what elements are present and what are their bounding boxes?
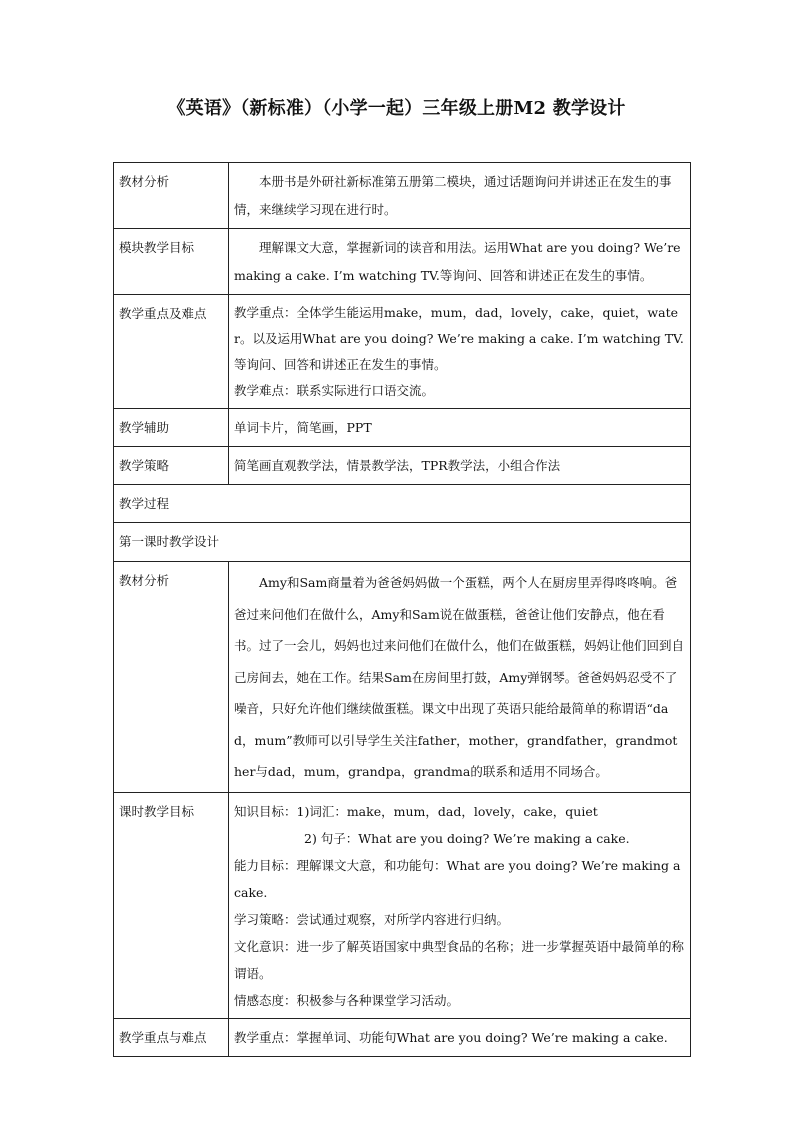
table-row — [114, 523, 691, 562]
culture-goal: 文化意识：进一步了解英语国家中典型食品的名称；进一步掌握英语中最简单的称谓语。 — [234, 938, 685, 981]
row-content — [229, 792, 691, 1018]
table-row — [114, 485, 691, 523]
table-row — [114, 295, 691, 409]
key-focus-text: 教学重点：全体学生能运用make，mum，dad，lovely，cake，quiet，water。以及运用What are you doing? We’re making a cake. I’m watching TV.等询问、回答和讲述正在发生的事情。 — [234, 305, 684, 372]
row-label: 课时教学目标 — [114, 792, 229, 1018]
table-row — [114, 1018, 691, 1056]
row-label: 教学辅助 — [114, 409, 229, 447]
document-title: 《英语》（新标准）（小学一起）三年级上册M2 教学设计 — [167, 98, 626, 119]
attitude-goal: 情感态度：积极参与各种课堂学习活动。 — [234, 992, 460, 1008]
row-label: 教学重点及难点 — [114, 295, 229, 409]
row-content — [229, 1018, 691, 1056]
row-content — [229, 295, 691, 409]
table-row — [114, 447, 691, 485]
row-label: 模块教学目标 — [114, 229, 229, 295]
table-row — [114, 409, 691, 447]
table-row — [114, 562, 691, 793]
module-goal-text: 理解课文大意，掌握新词的读音和用法。运用What are you doing? We’re making a cake. I’m watching TV.等询问、回答和讲述正在发生的事情。 — [234, 240, 681, 283]
row-label: 教学重点与难点 — [114, 1018, 229, 1056]
row-content — [229, 447, 691, 485]
ability-goal: 能力目标：理解课文大意，和功能句：What are you doing? We’re making a cake. — [234, 857, 681, 900]
table-row — [114, 163, 691, 229]
row-content — [229, 229, 691, 295]
lesson-key-focus-text: 教学重点：掌握单词、功能句What are you doing? We’re making a cake. — [234, 1029, 668, 1045]
key-difficulty-text: 教学难点：联系实际进行口语交流。 — [234, 383, 435, 398]
knowledge-goal-2: 2) 句子：What are you doing? We’re making a cake. — [304, 830, 630, 846]
row-content — [229, 562, 691, 793]
table-row — [114, 792, 691, 1018]
strategy-text: 简笔画直观教学法，情景教学法，TPR教学法，小组合作法 — [234, 458, 561, 473]
row-label: 教材分析 — [114, 163, 229, 229]
row-content — [229, 163, 691, 229]
knowledge-goal-1: 知识目标：1)词汇：make，mum，dad，lovely，cake，quiet — [234, 803, 598, 819]
row-label: 教学策略 — [114, 447, 229, 485]
table-row — [114, 229, 691, 295]
learning-strategy-goal: 学习策略：尝试通过观察，对所学内容进行归纳。 — [234, 911, 510, 927]
lesson-plan-table — [113, 162, 691, 1057]
row-content — [229, 409, 691, 447]
material-analysis-text: 本册书是外研社新标准第五册第二模块，通过话题询问并讲述正在发生的事情，来继续学习现在进行时。 — [234, 174, 672, 217]
row-label: 教材分析 — [114, 562, 229, 793]
lesson-analysis-text: Amy和Sam商量着为爸爸妈妈做一个蛋糕，两个人在厨房里弄得咚咚响。爸爸过来问他们在做什么，Amy和Sam说在做蛋糕，爸爸让他们安静点，他在看书。过了一会儿，妈妈也过来问他们在做什么，他们在做蛋糕，妈妈让他们回到自己房间去，她在工作。结果Sam在房间里打鼓，Amy弹钢琴。爸爸妈妈忍受不了噪音，只好允许他们继续做蛋糕。课文中出现了英语只能给最简单的称谓语“dad，mum”教师可以引导学生关注father，mother，grandfather，grandmother与dad，mum，grandpa，grandma的联系和适用不同场合。 — [234, 575, 685, 779]
section-heading-lesson1: 第一课时教学设计 — [114, 523, 691, 562]
aids-text: 单词卡片，简笔画，PPT — [234, 420, 372, 435]
section-heading-process: 教学过程 — [114, 485, 691, 523]
